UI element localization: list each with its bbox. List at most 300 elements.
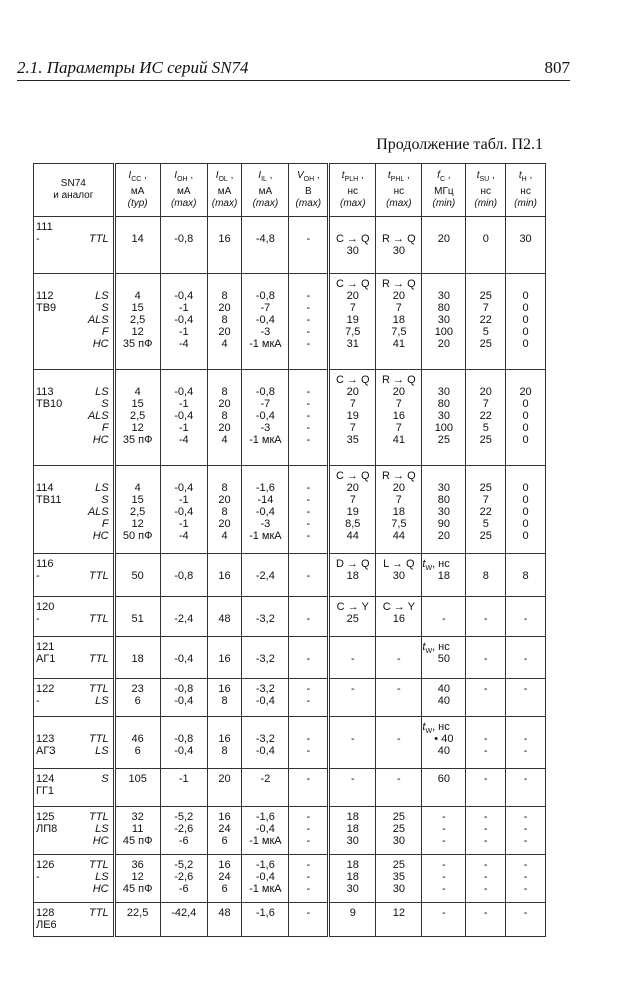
cell-value: -0,4 bbox=[174, 506, 194, 518]
cell-value bbox=[289, 221, 327, 233]
cell-value: -7 bbox=[260, 398, 271, 410]
cell-value: 30 bbox=[437, 314, 450, 326]
cell-iil bbox=[242, 717, 289, 769]
cell-icc bbox=[114, 769, 160, 807]
cell-iol bbox=[207, 637, 242, 679]
cell-value: - bbox=[306, 653, 311, 665]
series-text: АГ1 bbox=[36, 653, 56, 665]
cell-value: -3,2 bbox=[255, 613, 275, 625]
cell-value: 20 bbox=[218, 326, 231, 338]
cell-value: - bbox=[483, 907, 488, 919]
cell-voh bbox=[289, 217, 329, 274]
series-text: 124 bbox=[36, 773, 55, 785]
cell-value: 4 bbox=[134, 290, 141, 302]
column-header bbox=[114, 164, 160, 217]
cell-iol bbox=[207, 466, 242, 554]
cell-value: -4 bbox=[178, 530, 189, 542]
cell-value: - bbox=[306, 302, 311, 314]
cell-value: 90 bbox=[437, 518, 450, 530]
cell-value bbox=[161, 601, 207, 613]
cell-th bbox=[506, 466, 546, 554]
cell-value: - bbox=[442, 835, 446, 847]
cell-value: 20 bbox=[218, 518, 231, 530]
cell-value: 8 bbox=[221, 695, 228, 707]
series-text: ЛЕ6 bbox=[36, 919, 57, 931]
cell-value: 18 bbox=[392, 314, 405, 326]
cell-value: 4 bbox=[134, 482, 141, 494]
cell-value bbox=[161, 721, 207, 733]
cell-value: 7 bbox=[482, 494, 489, 506]
cell-value: -5,2 bbox=[174, 859, 194, 871]
cell-icc bbox=[114, 679, 160, 717]
cell-value: -1 мкА bbox=[249, 338, 282, 350]
cell-value: C → Q bbox=[335, 233, 370, 245]
cell-value: 0 bbox=[522, 530, 529, 542]
series-text: 128 bbox=[36, 907, 55, 919]
cell-tsu bbox=[466, 637, 506, 679]
header-line: мА bbox=[130, 186, 145, 197]
cell-value: 7 bbox=[349, 302, 356, 314]
cell-iil bbox=[242, 807, 289, 855]
cell-iol bbox=[207, 807, 242, 855]
family-text: HC bbox=[92, 835, 109, 847]
cell-value bbox=[376, 695, 421, 707]
cell-iil bbox=[242, 679, 289, 717]
cell-tphl bbox=[376, 217, 422, 274]
cell-th bbox=[506, 597, 546, 637]
cell-value: - bbox=[442, 823, 446, 835]
cell-value: 25 bbox=[479, 338, 492, 350]
cell-value: - bbox=[397, 653, 401, 665]
cell-value: - bbox=[306, 683, 311, 695]
header-row bbox=[34, 164, 546, 217]
cell-value: 20 bbox=[392, 482, 405, 494]
cell-value: -1 мкА bbox=[249, 530, 282, 542]
cell-tplh bbox=[329, 717, 376, 769]
cell-tplh bbox=[329, 217, 376, 274]
cell-value: 7 bbox=[349, 494, 356, 506]
cell-value: -1 bbox=[178, 398, 189, 410]
cell-iil bbox=[242, 466, 289, 554]
cell-value: 44 bbox=[392, 530, 405, 542]
series-text: ТВ9 bbox=[36, 302, 57, 314]
cell-value bbox=[116, 558, 160, 570]
cell-value: 18 bbox=[346, 871, 359, 883]
cell-value: -0,4 bbox=[174, 386, 194, 398]
cell-value: - bbox=[483, 823, 488, 835]
cell-value: - bbox=[483, 811, 488, 823]
cell-tplh bbox=[329, 903, 376, 937]
cell-value: 24 bbox=[218, 823, 231, 835]
series-cell bbox=[34, 554, 115, 597]
cell-value: 30 bbox=[437, 410, 450, 422]
series-text: 112 bbox=[36, 290, 54, 302]
cell-value: 80 bbox=[437, 494, 450, 506]
header-line: (min) bbox=[432, 198, 456, 209]
cell-iil bbox=[242, 855, 289, 903]
cell-value: 7,5 bbox=[391, 326, 407, 338]
cell-value: $t_W$, нс bbox=[422, 558, 450, 573]
cell-fc bbox=[422, 903, 466, 937]
cell-value: 8 bbox=[221, 410, 228, 422]
cell-value: - bbox=[306, 907, 311, 919]
cell-value: 20 bbox=[346, 290, 359, 302]
cell-icc bbox=[114, 466, 160, 554]
table-row bbox=[34, 217, 546, 274]
cell-value: 16 bbox=[218, 233, 231, 245]
cell-value: - bbox=[306, 398, 311, 410]
column-header bbox=[506, 164, 546, 217]
cell-value: - bbox=[523, 823, 528, 835]
cell-value: - bbox=[523, 653, 528, 665]
cell-iol bbox=[207, 717, 242, 769]
cell-tplh bbox=[329, 597, 376, 637]
cell-tphl bbox=[376, 554, 422, 597]
running-header bbox=[17, 58, 570, 81]
cell-icc bbox=[114, 554, 160, 597]
cell-value: 16 bbox=[218, 653, 231, 665]
cell-value bbox=[376, 745, 421, 757]
series-text bbox=[36, 278, 72, 290]
cell-value: 100 bbox=[434, 422, 454, 434]
cell-value: 19 bbox=[346, 410, 359, 422]
cell-value: 30 bbox=[392, 570, 405, 582]
cell-value: -3,2 bbox=[255, 733, 275, 745]
cell-value: -1 bbox=[178, 326, 189, 338]
cell-value: C → Q bbox=[335, 374, 370, 386]
cell-fc bbox=[422, 274, 466, 370]
family-text: TTL bbox=[89, 907, 109, 919]
column-header bbox=[422, 164, 466, 217]
series-text: 114 bbox=[36, 482, 54, 494]
cell-value: -3,2 bbox=[255, 653, 275, 665]
family-text: LS bbox=[95, 823, 109, 835]
cell-value bbox=[466, 221, 505, 233]
cell-value: 16 bbox=[392, 613, 405, 625]
cell-tphl bbox=[376, 274, 422, 370]
cell-value: -1 bbox=[178, 494, 189, 506]
cell-fc bbox=[422, 637, 466, 679]
family-text: ALS bbox=[87, 314, 109, 326]
cell-value bbox=[161, 470, 207, 482]
cell-tphl bbox=[376, 769, 422, 807]
cell-value: 40 bbox=[437, 745, 450, 757]
cell-value: 0 bbox=[522, 434, 529, 446]
family-text: F bbox=[101, 326, 109, 338]
cell-value: -6 bbox=[178, 883, 189, 895]
cell-value: 12 bbox=[131, 326, 144, 338]
cell-value: - bbox=[306, 883, 311, 895]
family-text: TTL bbox=[89, 859, 109, 871]
series-cell bbox=[34, 466, 115, 554]
cell-th bbox=[506, 679, 546, 717]
cell-value: 8 bbox=[221, 506, 228, 518]
family-text: ALS bbox=[87, 410, 109, 422]
cell-value: 20 bbox=[218, 494, 231, 506]
cell-value: -0,4 bbox=[255, 410, 275, 422]
cell-value bbox=[330, 745, 375, 757]
cell-value: - bbox=[306, 695, 311, 707]
family-text bbox=[72, 721, 109, 733]
cell-value: 30 bbox=[437, 290, 450, 302]
parameters-table bbox=[33, 163, 546, 937]
cell-value: -0,8 bbox=[255, 386, 275, 398]
cell-value: -2,6 bbox=[174, 871, 194, 883]
header-line: нс bbox=[520, 186, 531, 197]
series-cell bbox=[34, 717, 115, 769]
cell-voh bbox=[289, 903, 329, 937]
table-continuation-caption: Продолжение табл. П2.1 bbox=[376, 136, 543, 153]
family-text: HC bbox=[92, 530, 109, 542]
cell-value bbox=[506, 558, 545, 570]
cell-value: -0,8 bbox=[174, 570, 194, 582]
family-text bbox=[72, 374, 109, 386]
cell-value bbox=[242, 470, 288, 482]
cell-tsu bbox=[466, 807, 506, 855]
cell-value: 4 bbox=[134, 386, 141, 398]
cell-tphl bbox=[376, 717, 422, 769]
cell-value: 2,5 bbox=[129, 314, 146, 326]
cell-value bbox=[116, 221, 160, 233]
cell-value: - bbox=[523, 613, 528, 625]
cell-value bbox=[422, 221, 465, 233]
cell-value: - bbox=[306, 518, 311, 530]
header-line: мА bbox=[217, 186, 232, 197]
family-text: TTL bbox=[89, 233, 109, 245]
cell-value: 0 bbox=[522, 326, 529, 338]
series-cell bbox=[34, 637, 115, 679]
cell-value: 4 bbox=[221, 434, 228, 446]
cell-value: 20 bbox=[218, 422, 231, 434]
cell-value: - bbox=[483, 733, 488, 745]
cell-tphl bbox=[376, 855, 422, 903]
cell-value: 16 bbox=[218, 683, 231, 695]
cell-th bbox=[506, 274, 546, 370]
cell-value bbox=[161, 221, 207, 233]
table-row bbox=[34, 554, 546, 597]
header-line: $t_{PLH}$ , bbox=[341, 170, 364, 183]
cell-value: 0 bbox=[522, 482, 529, 494]
cell-value: 20 bbox=[346, 386, 359, 398]
family-text: LS bbox=[95, 386, 109, 398]
cell-value bbox=[289, 641, 327, 653]
cell-value: -4,8 bbox=[255, 233, 275, 245]
cell-th bbox=[506, 855, 546, 903]
header-line: (typ) bbox=[127, 198, 148, 209]
cell-value: -1,6 bbox=[255, 907, 275, 919]
cell-value: - bbox=[306, 422, 311, 434]
cell-value: - bbox=[523, 811, 528, 823]
cell-iil bbox=[242, 274, 289, 370]
cell-value: 19 bbox=[346, 314, 359, 326]
cell-value bbox=[466, 641, 505, 653]
cell-value bbox=[242, 278, 288, 290]
family-text: S bbox=[101, 494, 109, 506]
cell-value: 8 bbox=[482, 570, 489, 582]
cell-value: 30 bbox=[437, 386, 450, 398]
cell-value: -6 bbox=[178, 835, 189, 847]
cell-value: 8 bbox=[221, 482, 228, 494]
cell-value: 14 bbox=[131, 233, 144, 245]
cell-value bbox=[289, 558, 327, 570]
cell-value: 46 bbox=[131, 733, 144, 745]
cell-value bbox=[161, 558, 207, 570]
header-line: нс bbox=[480, 186, 492, 197]
cell-iol bbox=[207, 679, 242, 717]
cell-value bbox=[422, 601, 465, 613]
cell-value: R → Q bbox=[382, 278, 416, 290]
header-line: нс bbox=[393, 186, 405, 197]
cell-value: 7 bbox=[395, 398, 402, 410]
cell-value: 16 bbox=[218, 811, 231, 823]
cell-fc bbox=[422, 679, 466, 717]
cell-value bbox=[289, 470, 327, 482]
cell-value: 20 bbox=[437, 530, 450, 542]
series-text: 122 bbox=[36, 683, 55, 695]
cell-value: 0 bbox=[522, 338, 529, 350]
header-line: мА bbox=[176, 186, 191, 197]
header-line: $t_{SU}$ , bbox=[476, 170, 495, 183]
cell-value: 30 bbox=[437, 482, 450, 494]
column-header bbox=[160, 164, 207, 217]
cell-value: - bbox=[523, 859, 528, 871]
cell-icc bbox=[114, 370, 160, 466]
cell-value: -1,6 bbox=[255, 811, 275, 823]
cell-value bbox=[466, 278, 505, 290]
cell-tplh bbox=[329, 370, 376, 466]
cell-value bbox=[422, 470, 465, 482]
cell-value: 80 bbox=[437, 302, 450, 314]
cell-value: - bbox=[442, 811, 446, 823]
cell-voh bbox=[289, 597, 329, 637]
cell-value: - bbox=[483, 883, 488, 895]
cell-tsu bbox=[466, 554, 506, 597]
cell-value: -1 мкА bbox=[249, 434, 282, 446]
cell-value: - bbox=[350, 653, 355, 665]
cell-value bbox=[506, 221, 545, 233]
cell-value: 25 bbox=[479, 530, 492, 542]
cell-value bbox=[330, 641, 375, 653]
cell-value bbox=[161, 374, 207, 386]
cell-value: 36 bbox=[131, 859, 144, 871]
header-line: МГц bbox=[434, 186, 454, 197]
cell-voh bbox=[289, 466, 329, 554]
cell-value: -2,4 bbox=[255, 570, 275, 582]
family-text: TTL bbox=[89, 683, 109, 695]
cell-value: - bbox=[483, 745, 488, 757]
family-text: TTL bbox=[89, 733, 109, 745]
cell-value: 7 bbox=[349, 398, 356, 410]
table-row bbox=[34, 637, 546, 679]
cell-th bbox=[506, 217, 546, 274]
cell-value: -3 bbox=[260, 518, 271, 530]
cell-value: 44 bbox=[346, 530, 359, 542]
cell-value: 6 bbox=[134, 745, 141, 757]
cell-value: $t_W$, нс bbox=[422, 721, 450, 736]
table-row bbox=[34, 679, 546, 717]
cell-value: -0,8 bbox=[174, 683, 194, 695]
cell-value: - bbox=[523, 871, 528, 883]
cell-value: - bbox=[397, 773, 401, 785]
cell-value: 6 bbox=[134, 695, 141, 707]
cell-value: -1 bbox=[178, 302, 189, 314]
cell-ioh bbox=[160, 217, 207, 274]
cell-value: 15 bbox=[131, 398, 144, 410]
cell-value: -0,4 bbox=[174, 745, 194, 757]
cell-value: 0 bbox=[522, 422, 529, 434]
page-number: 807 bbox=[544, 58, 570, 77]
cell-value bbox=[208, 470, 242, 482]
cell-value: 45 пФ bbox=[122, 835, 153, 847]
cell-fc bbox=[422, 466, 466, 554]
cell-value: 35 пФ bbox=[122, 434, 153, 446]
cell-value: - bbox=[306, 290, 311, 302]
cell-value bbox=[208, 374, 242, 386]
cell-value bbox=[208, 601, 242, 613]
cell-value: - bbox=[523, 773, 528, 785]
cell-value: 80 bbox=[437, 398, 450, 410]
header-line: и аналог bbox=[53, 190, 94, 201]
series-text: 126 bbox=[36, 859, 55, 871]
family-text bbox=[72, 641, 109, 653]
header-line: $I_{OH}$ , bbox=[174, 170, 194, 183]
cell-value: 20 bbox=[218, 398, 231, 410]
cell-value bbox=[376, 641, 421, 653]
cell-value: - bbox=[483, 859, 488, 871]
cell-value: 0 bbox=[522, 302, 529, 314]
cell-th bbox=[506, 554, 546, 597]
family-text: TTL bbox=[89, 653, 109, 665]
cell-value: - bbox=[442, 859, 446, 871]
cell-value: 0 bbox=[522, 518, 529, 530]
header-line: $f_C$ , bbox=[437, 170, 451, 183]
series-text: 113 bbox=[36, 386, 54, 398]
cell-value: -0,4 bbox=[174, 482, 194, 494]
cell-value: - bbox=[306, 326, 311, 338]
family-text: S bbox=[101, 773, 109, 785]
cell-value: 15 bbox=[131, 302, 144, 314]
cell-value: 40 bbox=[437, 683, 450, 695]
cell-value: - bbox=[483, 835, 488, 847]
table-row bbox=[34, 274, 546, 370]
cell-value: 25 bbox=[479, 290, 492, 302]
header-line: SN74 bbox=[60, 178, 86, 189]
cell-value bbox=[116, 721, 160, 733]
cell-value: 20 bbox=[519, 386, 532, 398]
series-cell bbox=[34, 217, 115, 274]
cell-value: - bbox=[306, 530, 311, 542]
cell-value bbox=[506, 278, 545, 290]
cell-value: -1 мкА bbox=[249, 883, 282, 895]
series-text: 121 bbox=[36, 641, 55, 653]
cell-icc bbox=[114, 274, 160, 370]
cell-value: 0 bbox=[522, 314, 529, 326]
cell-ioh bbox=[160, 637, 207, 679]
cell-icc bbox=[114, 855, 160, 903]
cell-iil bbox=[242, 554, 289, 597]
cell-value: 25 bbox=[346, 613, 359, 625]
cell-value: -0,4 bbox=[255, 823, 275, 835]
cell-th bbox=[506, 903, 546, 937]
cell-value: -3,2 bbox=[255, 683, 275, 695]
series-text bbox=[36, 374, 72, 386]
cell-value: -1,6 bbox=[255, 482, 275, 494]
series-text: ГГ1 bbox=[36, 785, 55, 797]
cell-value: - bbox=[306, 859, 311, 871]
cell-fc bbox=[422, 717, 466, 769]
cell-value: -1 мкА bbox=[249, 835, 282, 847]
cell-value: - bbox=[306, 811, 311, 823]
